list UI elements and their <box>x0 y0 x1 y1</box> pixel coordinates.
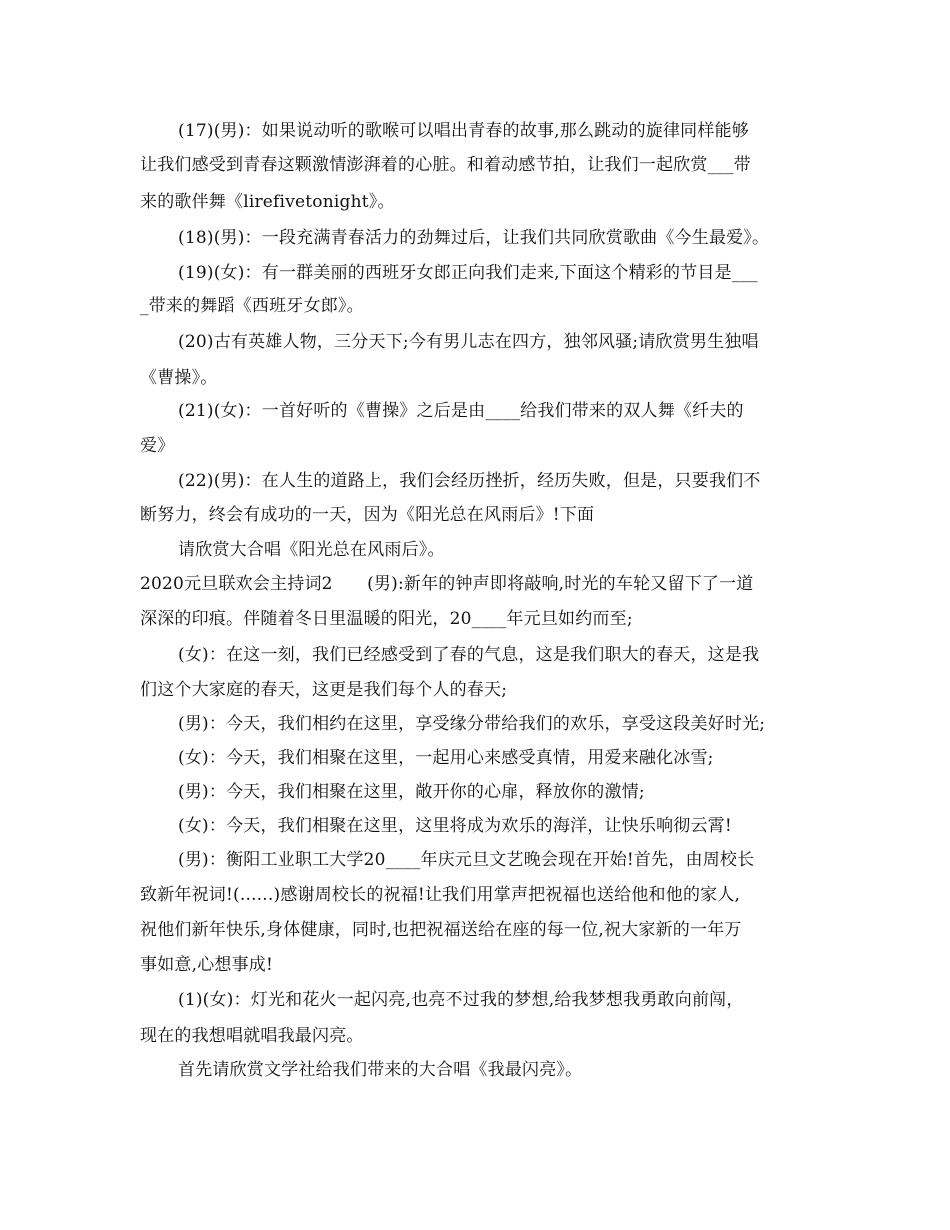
section-heading-line: 2020元旦联欢会主持词2 (男):新年的钟声即将敲响,时光的车轮又留下了一道 <box>140 574 754 594</box>
text-line: 《曹操》。 <box>140 368 218 388</box>
text-line: (男)：今天，我们相约在这里，享受缘分带给我们的欢乐，享受这段美好时光; <box>178 714 766 734</box>
text-line: (女)：今天，我们相聚在这里，这里将成为欢乐的海洋，让快乐响彻云霄! <box>178 816 732 836</box>
text-line: 爱》 <box>140 436 175 456</box>
text-line: (18)(男)：一段充满青春活力的劲舞过后，让我们共同欣赏歌曲《今生最爱》。 <box>178 228 770 248</box>
text-line: 来的歌伴舞《lirefivetonight》。 <box>140 192 395 212</box>
text-line: (1)(女)：灯光和花火一起闪亮,也亮不过我的梦想,给我梦想我勇敢向前闯， <box>178 990 744 1010</box>
text-line: (19)(女)：有一群美丽的西班牙女郎正向我们走来,下面这个精彩的节目是___ <box>178 263 758 283</box>
text-line: 请欣赏大合唱《阳光总在风雨后》。 <box>178 540 445 560</box>
text-line: 首先请欣赏文学社给我们带来的大合唱《我最闪亮》。 <box>178 1060 583 1080</box>
text-line: (女)：今天，我们相聚在这里，一起用心来感受真情，用爱来融化冰雪; <box>178 748 714 768</box>
text-line: 让我们感受到青春这颗激情澎湃着的心脏。和着动感节拍，让我们一起欣赏___带 <box>140 155 751 175</box>
text-line: 现在的我想唱就唱我最闪亮。 <box>140 1026 364 1046</box>
text-line: _带来的舞蹈《西班牙女郎》。 <box>140 296 364 316</box>
text-line: 祝他们新年快乐,身体健康，同时,也把祝福送给在座的每一位,祝大家新的一年万 <box>140 920 742 940</box>
text-line: (男)：衡阳工业职工大学20____年庆元旦文艺晚会现在开始!首先，由周校长 <box>178 850 755 870</box>
text-line: (20)古有英雄人物，三分天下;今有男儿志在四方，独邻风骚;请欣赏男生独唱 <box>178 332 759 352</box>
text-line: 事如意,心想事成! <box>140 955 274 975</box>
text-line: (女)：在这一刻，我们已经感受到了春的气息，这是我们职大的春天，这是我 <box>178 645 760 665</box>
text-line: (17)(男)：如果说动听的歌喉可以唱出青春的故事,那么跳动的旋律同样能够 <box>178 121 749 141</box>
text-line: 断努力，终会有成功的一天，因为《阳光总在风雨后》!下面 <box>140 505 595 525</box>
text-line: (22)(男)：在人生的道路上，我们会经历挫折，经历失败，但是，只要我们不 <box>178 471 761 491</box>
text-line: (21)(女)：一首好听的《曹操》之后是由____给我们带来的双人舞《纤夫的 <box>178 401 744 421</box>
text-line: 们这个大家庭的春天，这更是我们每个人的春天; <box>140 680 508 700</box>
text-line: 深深的印痕。伴随着冬日里温暖的阳光，20____年元旦如约而至; <box>140 609 633 629</box>
text-line: 致新年祝词!(......)感谢周校长的祝福!让我们用掌声把祝福也送给他和他的家人, <box>140 885 741 905</box>
text-line: (男)：今天，我们相聚在这里，敞开你的心扉，释放你的激情; <box>178 782 645 802</box>
